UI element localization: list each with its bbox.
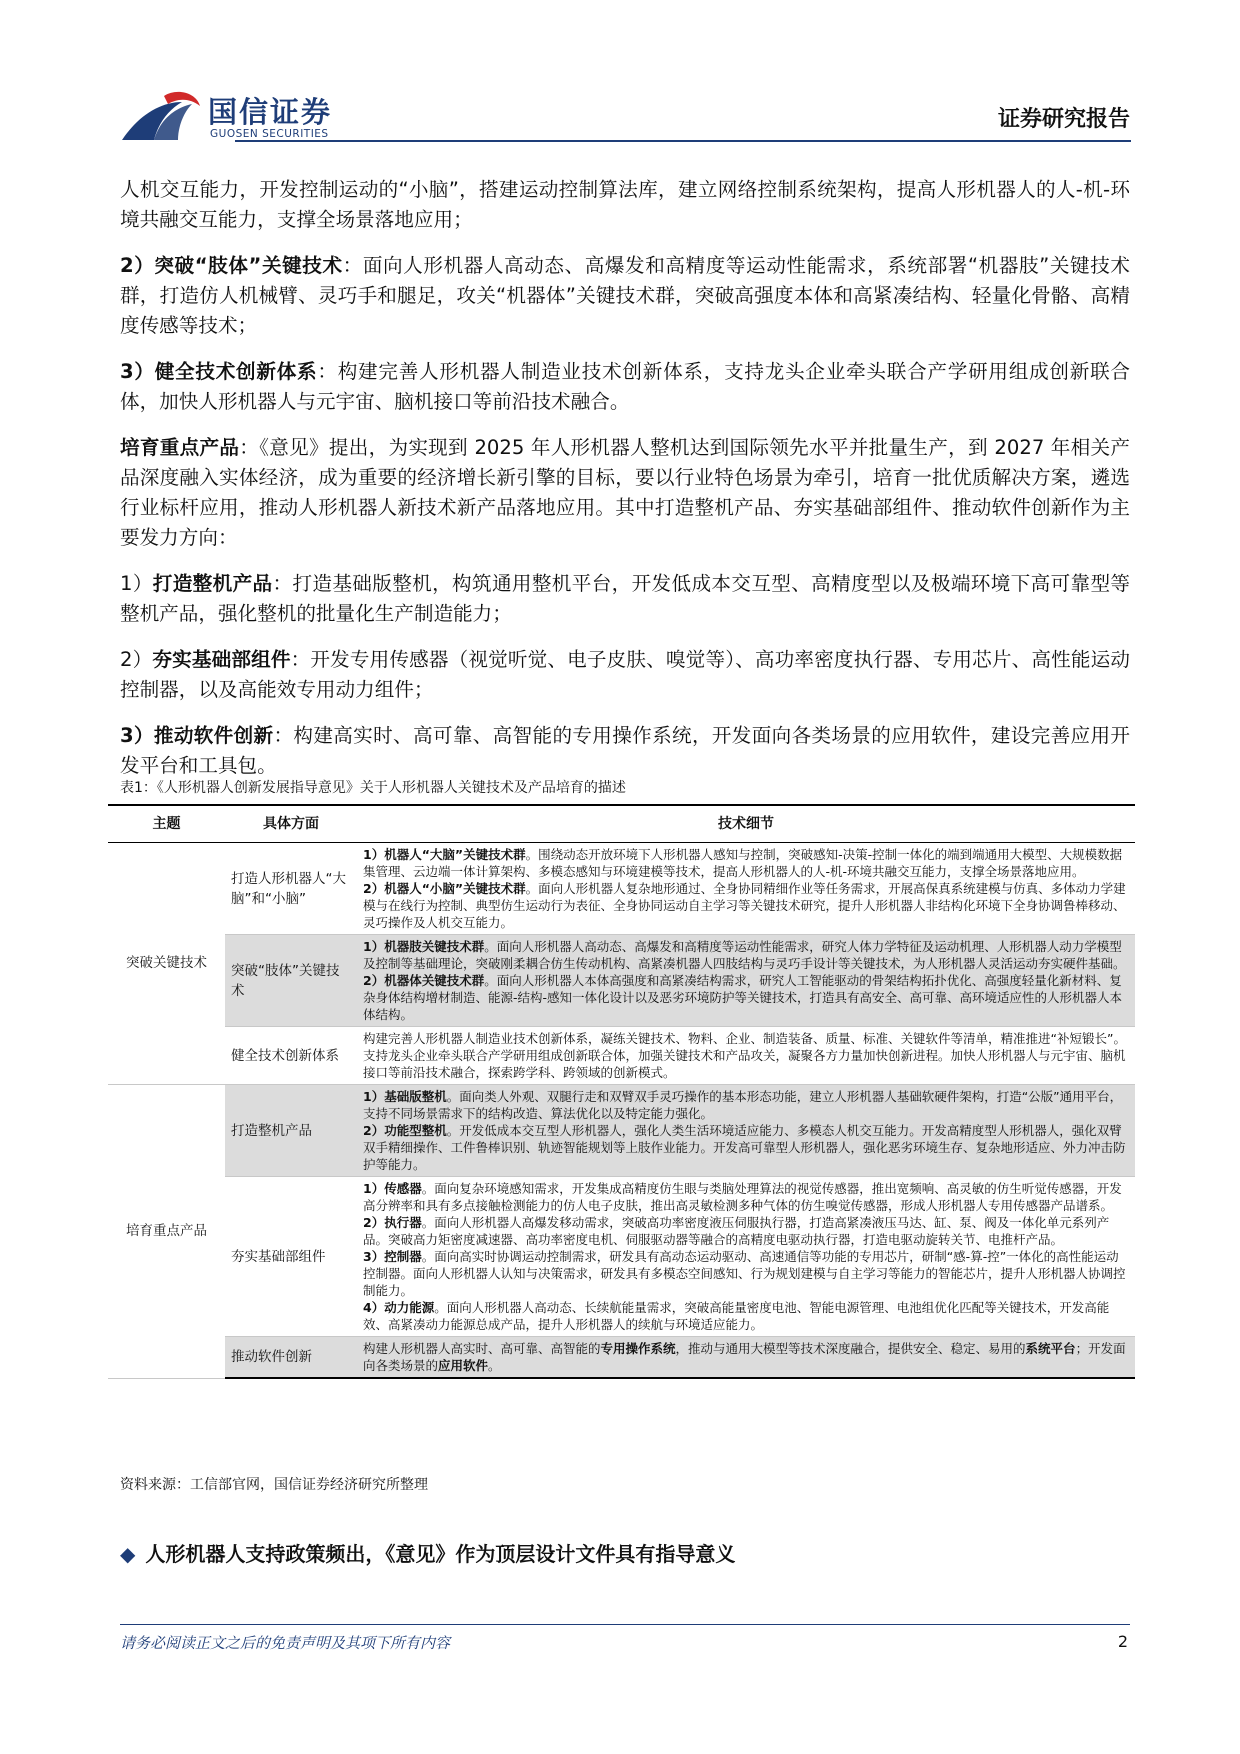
diamond-bullet-icon: ◆ bbox=[120, 1542, 136, 1566]
aspect-cell: 推动软件创新 bbox=[225, 1337, 357, 1379]
company-logo bbox=[120, 86, 360, 146]
table-source: 资料来源：工信部官网，国信证券经济研究所整理 bbox=[120, 1477, 428, 1493]
detail-cell bbox=[357, 1027, 1135, 1085]
detail-cell bbox=[357, 1337, 1135, 1379]
aspect-cell: 突破“肢体”关键技术 bbox=[225, 935, 357, 1027]
detail-item: 构建人形机器人高实时、高可靠、高智能的专用操作系统，推动与通用大模型等技术深度融合，提供安全、稳定、易用的系统平台；开发面向各类场景的应用软件。 bbox=[363, 1341, 1126, 1373]
page-number: 2 bbox=[1117, 1632, 1128, 1651]
header-divider bbox=[235, 140, 1131, 142]
detail-cell bbox=[357, 843, 1135, 935]
table-row bbox=[108, 1337, 1135, 1379]
paragraph: 培育重点产品：《意见》提出，为实现到 2025 年人形机器人整机达到国际领先水平并批量生产，到 2027 年相关产品深度融入实体经济，成为重要的经济增长新引擎的目标，要以行业特色场景为牵引，培育一批优质解决方案，遴选行业标杆应用，推动人形机器人新技术新产品落地应用。其中打造整机产品、夯实基础部组件、推动软件创新作为主要发力方向： bbox=[120, 436, 1131, 549]
aspect-cell: 打造整机产品 bbox=[225, 1085, 357, 1177]
table-caption: 表1：《人形机器人创新发展指导意见》关于人形机器人关键技术及产品培育的描述 bbox=[120, 780, 626, 796]
footer-disclaimer: 请务必阅读正文之后的免责声明及其项下所有内容 bbox=[120, 1634, 451, 1652]
report-type-label: 证券研究报告 bbox=[997, 107, 1130, 132]
aspect-cell: 健全技术创新体系 bbox=[225, 1027, 357, 1085]
detail-cell bbox=[357, 1085, 1135, 1177]
table-row bbox=[108, 1085, 1135, 1177]
table-row bbox=[108, 843, 1135, 935]
header-topic: 主题 bbox=[108, 805, 225, 843]
detail-cell bbox=[357, 935, 1135, 1027]
table-row bbox=[108, 935, 1135, 1027]
detail-item: 2）执行器。面向人形机器人高爆发移动需求，突破高功率密度液压伺服执行器，打造高紧凑液压马达、缸、泵、阀及一体化单元系列产品。突破高力矩密度减速器、高功率密度电机、伺服驱动器等融合的高精度电驱动执行器，打造电驱动旋转关节、电推杆产品。 bbox=[363, 1215, 1110, 1247]
detail-item: 1）机器肢关键技术群。面向人形机器人高动态、高爆发和高精度等运动性能需求，研究人体力学特征及运动机理、人形机器人动力学模型及控制等基础理论，突破刚柔耦合仿生传动机构、高紧凑机器人四肢结构与灵巧手设计等关键技术，为人形机器人灵活运动夯实硬件基础。 bbox=[363, 939, 1126, 971]
aspect-cell: 夯实基础部组件 bbox=[225, 1177, 357, 1337]
header-detail: 技术细节 bbox=[357, 805, 1135, 843]
tech-table bbox=[108, 804, 1135, 1379]
page-header bbox=[120, 86, 1130, 148]
guosen-logo-icon bbox=[120, 90, 202, 142]
detail-item: 2）机器体关键技术群。面向人形机器人本体高强度和高紧凑结构需求，研究人工智能驱动的骨架结构拓扑优化、高强度轻量化新材料、复杂身体结构增材制造、能源-结构-感知一体化设计以及恶劣环境防护等关键技术，打造具有高安全、高可靠、高环境适应性的人形机器人本体结构。 bbox=[363, 973, 1123, 1022]
section-heading: ◆ 人形机器人支持政策频出，《意见》作为顶层设计文件具有指导意义 bbox=[120, 1542, 736, 1566]
detail-item: 1）传感器。面向复杂环境感知需求，开发集成高精度仿生眼与类脑处理算法的视觉传感器，推出宽频响、高灵敏的仿生听觉传感器，开发高分辨率和具有多点接触检测能力的仿人电子皮肤，推出高灵敏检测多种气体的仿生嗅觉传感器，形成人形机器人专用传感器产品谱系。 bbox=[363, 1181, 1122, 1213]
aspect-cell: 打造人形机器人“大脑”和“小脑” bbox=[225, 843, 357, 935]
paragraph: 3）推动软件创新：构建高实时、高可靠、高智能的专用操作系统，开发面向各类场景的应用软件，建设完善应用开发平台和工具包。 bbox=[120, 724, 1131, 777]
detail-item: 构建完善人形机器人制造业技术创新体系，凝练关键技术、物料、企业、制造装备、质量、标准、关键软件等清单，精准推进“补短锻长”。支持龙头企业牵头联合产学研用组成创新联合体，加强关键技术和产品攻关，凝聚各方力量加快创新进程。加快人形机器人与元宇宙、脑机接口等前沿技术融合，探索跨学科、跨领域的创新模式。 bbox=[363, 1031, 1126, 1080]
footer-divider bbox=[120, 1624, 1130, 1625]
table-row bbox=[108, 1027, 1135, 1085]
detail-item: 1）基础版整机。面向类人外观、双腿行走和双臂双手灵巧操作的基本形态功能，建立人形机器人基础软硬件架构，打造“公版”通用平台，支持不同场景需求下的结构改造、算法优化以及特定能力强化。 bbox=[363, 1089, 1123, 1121]
paragraph: 2）突破“肢体”关键技术：面向人形机器人高动态、高爆发和高精度等运动性能需求，系统部署“机器肢”关键技术群，打造仿人机械臂、灵巧手和腿足，攻关“机器体”关键技术群，突破高强度本体和高紧凑结构、轻量化骨骼、高精度传感等技术； bbox=[120, 254, 1130, 337]
detail-item: 4）动力能源。面向人形机器人高动态、长续航能量需求，突破高能量密度电池、智能电源管理、电池组优化匹配等关键技术，开发高能效、高紧凑动力能源总成产品，提升人形机器人的续航与环境适应能力。 bbox=[363, 1300, 1110, 1332]
logo-chinese-name: 国信证券 bbox=[208, 95, 333, 129]
topic-cell: 培育重点产品 bbox=[108, 1085, 225, 1379]
detail-item: 2）功能型整机。开发低成本交互型人形机器人，强化人类生活环境适应能力、多模态人机交互能力。开发高精度型人形机器人，强化双臂双手精细操作、工件鲁棒识别、轨迹智能规划等上肢作业能力。开发高可靠型人形机器人，强化恶劣环境生存、复杂地形适应、外力冲击防护等能力。 bbox=[363, 1123, 1126, 1172]
paragraph: 1）打造整机产品：打造基础版整机，构筑通用整机平台，开发低成本交互型、高精度型以及极端环境下高可靠型等整机产品，强化整机的批量化生产制造能力； bbox=[120, 572, 1131, 625]
paragraph: 人机交互能力，开发控制运动的“小脑”，搭建运动控制算法库，建立网络控制系统架构，提高人形机器人的人-机-环境共融交互能力，支撑全场景落地应用； bbox=[120, 178, 1130, 231]
header-aspect: 具体方面 bbox=[225, 805, 357, 843]
paragraph: 3）健全技术创新体系：构建完善人形机器人制造业技术创新体系，支持龙头企业牵头联合产学研用组成创新联合体，加快人形机器人与元宇宙、脑机接口等前沿技术融合。 bbox=[120, 360, 1131, 413]
topic-cell: 突破关键技术 bbox=[108, 843, 225, 1085]
detail-item: 3）控制器。面向高实时协调运动控制需求，研发具有高动态运动驱动、高速通信等功能的专用芯片，研制“感-算-控”一体化的高性能运动控制器。面向人形机器人认知与决策需求，研发具有多模态空间感知、行为规划建模与自主学习等能力的智能芯片，提升人形机器人协调控制能力。 bbox=[363, 1249, 1126, 1298]
table-header-row bbox=[108, 805, 1135, 843]
detail-cell bbox=[357, 1177, 1135, 1337]
detail-item: 2）机器人“小脑”关键技术群。面向人形机器人复杂地形通过、全身协同精细作业等任务需求，开展高保真系统建模与仿真、多体动力学建模与在线行为控制、典型仿生运动行为表征、全身协同运动自主学习等关键技术研究，提升人形机器人非结构化环境下全身协调鲁棒移动、灵巧操作及人机交互能力。 bbox=[363, 881, 1126, 930]
paragraph: 2）夯实基础部组件：开发专用传感器（视觉听觉、电子皮肤、嗅觉等）、高功率密度执行器、专用芯片、高性能运动控制器，以及高能效专用动力组件； bbox=[120, 648, 1131, 701]
main-body bbox=[120, 175, 1130, 797]
table-row bbox=[108, 1177, 1135, 1337]
detail-item: 1）机器人“大脑”关键技术群。围绕动态开放环境下人形机器人感知与控制，突破感知-决策-控制一体化的端到端通用大模型、大规模数据集管理、云边端一体计算架构、多模态感知与环境建模等技术，提高人形机器人的人-机-环境共融交互能力，支撑全场景落地应用。 bbox=[363, 847, 1123, 879]
logo-english-name: GUOSEN SECURITIES bbox=[210, 128, 329, 140]
